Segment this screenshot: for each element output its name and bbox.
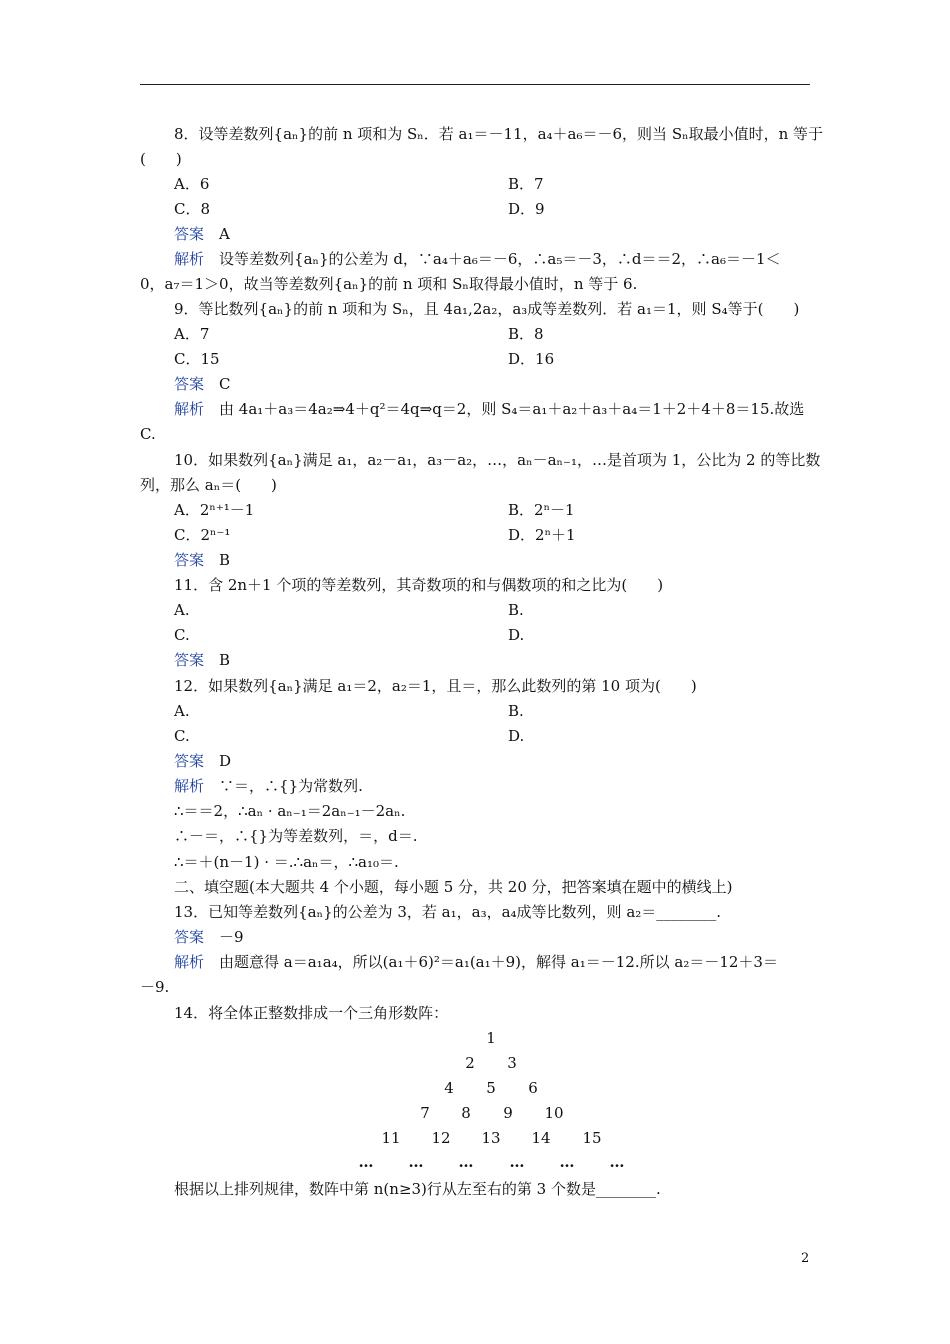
analysis-label: 解析 xyxy=(174,777,205,795)
triangle-number: 6 xyxy=(528,1079,538,1097)
q9-analysis-line2: C. xyxy=(140,425,156,443)
q10-answer xyxy=(174,550,230,570)
q12-option-b: B. xyxy=(508,702,524,720)
answer-value: B xyxy=(219,651,231,669)
q12-option-c: C. xyxy=(174,727,190,745)
answer-label: 答案 xyxy=(174,225,205,243)
q12-analysis-line4: ∴＝＋(n－1) · ＝.∴aₙ＝，∴a₁₀＝. xyxy=(174,853,399,871)
answer-label: 答案 xyxy=(174,651,205,669)
triangle-number: 10 xyxy=(544,1104,564,1122)
q12-stem-line1: 12．如果数列{aₙ}满足 a₁＝2，a₂＝1，且＝，那么此数列的第 10 项为( ) xyxy=(174,677,697,695)
analysis-text: 设等差数列{aₙ}的公差为 d，∵a₄＋a₆＝－6，∴a₅＝－3，∴d＝＝2，∴a₆＝－1＜ xyxy=(219,250,781,268)
q10-option-a: A．2ⁿ⁺¹－1 xyxy=(174,501,255,519)
header-rule xyxy=(140,84,810,85)
answer-value: C xyxy=(219,375,231,393)
q10-stem-line2: 列，那么 aₙ＝( ) xyxy=(140,476,277,494)
q9-option-b: B．8 xyxy=(508,325,544,343)
triangle-number: 13 xyxy=(481,1129,501,1147)
q9-answer xyxy=(174,374,231,394)
q8-analysis-line1 xyxy=(174,249,781,269)
section-heading: 二、填空题(本大题共 4 个小题，每小题 5 分，共 20 分，把答案填在题中的横线上) xyxy=(174,878,733,896)
analysis-text: 由题意得 a＝a₁a₄，所以(a₁＋6)²＝a₁(a₁＋9)，解得 a₁＝－12.所以 a₂＝－12＋3＝ xyxy=(219,953,778,971)
triangle-number: 11 xyxy=(381,1129,401,1147)
q12-option-a: A. xyxy=(174,702,190,720)
triangle-number: 2 xyxy=(465,1054,475,1072)
answer-label: 答案 xyxy=(174,551,205,569)
triangle-number: 12 xyxy=(431,1129,451,1147)
q13-analysis-line1 xyxy=(174,952,778,972)
triangle-number: 14 xyxy=(531,1129,551,1147)
q11-option-b: B. xyxy=(508,601,524,619)
q12-option-d: D. xyxy=(508,727,525,745)
triangle-number: 7 xyxy=(420,1104,430,1122)
q10-stem-line1: 10．如果数列{aₙ}满足 a₁，a₂－a₁，a₃－a₂，…，aₙ－aₙ₋₁，…是首项为 1，公比为 2 的等比数 xyxy=(174,451,821,469)
triangle-ellipsis: … xyxy=(609,1153,625,1171)
triangle-ellipsis: … xyxy=(509,1153,525,1171)
triangle-number: 4 xyxy=(444,1079,454,1097)
q11-option-a: A. xyxy=(174,601,190,619)
triangle-number: 1 xyxy=(486,1029,496,1047)
triangle-ellipsis: … xyxy=(358,1153,374,1171)
triangle-number: 15 xyxy=(582,1129,602,1147)
triangle-ellipsis: … xyxy=(458,1153,474,1171)
q13-analysis-line2: －9. xyxy=(140,978,170,996)
analysis-text: 由 4a₁＋a₃＝4a₂⇒4＋q²＝4q⇒q＝2，则 S₄＝a₁＋a₂＋a₃＋a₄＝1＋2＋4＋8＝15.故选 xyxy=(219,400,805,418)
q8-option-b: B．7 xyxy=(508,175,544,193)
q8-answer xyxy=(174,224,230,244)
analysis-text: ∵＝，∴{}为常数列. xyxy=(219,777,363,795)
answer-value: －9 xyxy=(219,928,244,946)
q8-option-d: D．9 xyxy=(508,200,545,218)
q13-answer xyxy=(174,927,244,947)
triangle-ellipsis: … xyxy=(408,1153,424,1171)
q12-analysis-line3: ∴－＝，∴{}为等差数列，＝，d＝. xyxy=(174,827,418,845)
q13-stem-line1: 13．已知等差数列{aₙ}的公差为 3，若 a₁，a₃，a₄成等比数列，则 a₂＝________. xyxy=(174,903,722,921)
q9-option-a: A．7 xyxy=(174,325,210,343)
q11-option-d: D. xyxy=(508,626,525,644)
q12-analysis-line1 xyxy=(174,776,363,796)
answer-label: 答案 xyxy=(174,928,205,946)
q8-option-a: A．6 xyxy=(174,175,210,193)
q9-option-c: C．15 xyxy=(174,350,220,368)
q11-stem-line1: 11．含 2n＋1 个项的等差数列，其奇数项的和与偶数项的和之比为( ) xyxy=(174,576,664,594)
triangle-ellipsis: … xyxy=(559,1153,575,1171)
q8-stem-line2: ( ) xyxy=(140,150,182,168)
triangle-number: 3 xyxy=(507,1054,517,1072)
q12-analysis-line2: ∴＝＝2，∴aₙ · aₙ₋₁＝2aₙ₋₁－2aₙ. xyxy=(174,802,406,820)
q8-analysis-line2: 0，a₇＝1＞0，故当等差数列{aₙ}的前 n 项和 Sₙ取得最小值时，n 等于 6. xyxy=(140,275,638,293)
q10-option-b: B．2ⁿ－1 xyxy=(508,501,575,519)
q8-option-c: C．8 xyxy=(174,200,211,218)
q10-option-c: C．2ⁿ⁻¹ xyxy=(174,526,231,544)
analysis-label: 解析 xyxy=(174,400,205,418)
triangle-number: 9 xyxy=(503,1104,513,1122)
analysis-label: 解析 xyxy=(174,250,205,268)
q11-answer xyxy=(174,650,230,670)
q10-option-d: D．2ⁿ＋1 xyxy=(508,526,576,544)
q11-option-c: C. xyxy=(174,626,190,644)
q14-stem-line1: 14．将全体正整数排成一个三角形数阵： xyxy=(174,1004,449,1022)
triangle-number: 8 xyxy=(461,1104,471,1122)
page-number: 2 xyxy=(801,1251,810,1266)
analysis-label: 解析 xyxy=(174,953,205,971)
triangle-number: 5 xyxy=(486,1079,496,1097)
q8-stem-line1: 8．设等差数列{aₙ}的前 n 项和为 Sₙ．若 a₁＝－11，a₄＋a₆＝－6，则当 Sₙ取最小值时，n 等于 xyxy=(174,125,824,143)
q12-answer xyxy=(174,751,231,771)
answer-value: B xyxy=(219,551,231,569)
q9-option-d: D．16 xyxy=(508,350,555,368)
q9-analysis-line1 xyxy=(174,399,804,419)
answer-label: 答案 xyxy=(174,752,205,770)
answer-label: 答案 xyxy=(174,375,205,393)
q14-stem-line2: 根据以上排列规律，数阵中第 n(n≥3)行从左至右的第 3 个数是________. xyxy=(174,1180,661,1198)
answer-value: A xyxy=(219,225,230,243)
q9-stem-line1: 9．等比数列{aₙ}的前 n 项和为 Sₙ，且 4a₁,2a₂，a₃成等差数列．若 a₁＝1，则 S₄等于( ) xyxy=(174,300,800,318)
answer-value: D xyxy=(219,752,232,770)
